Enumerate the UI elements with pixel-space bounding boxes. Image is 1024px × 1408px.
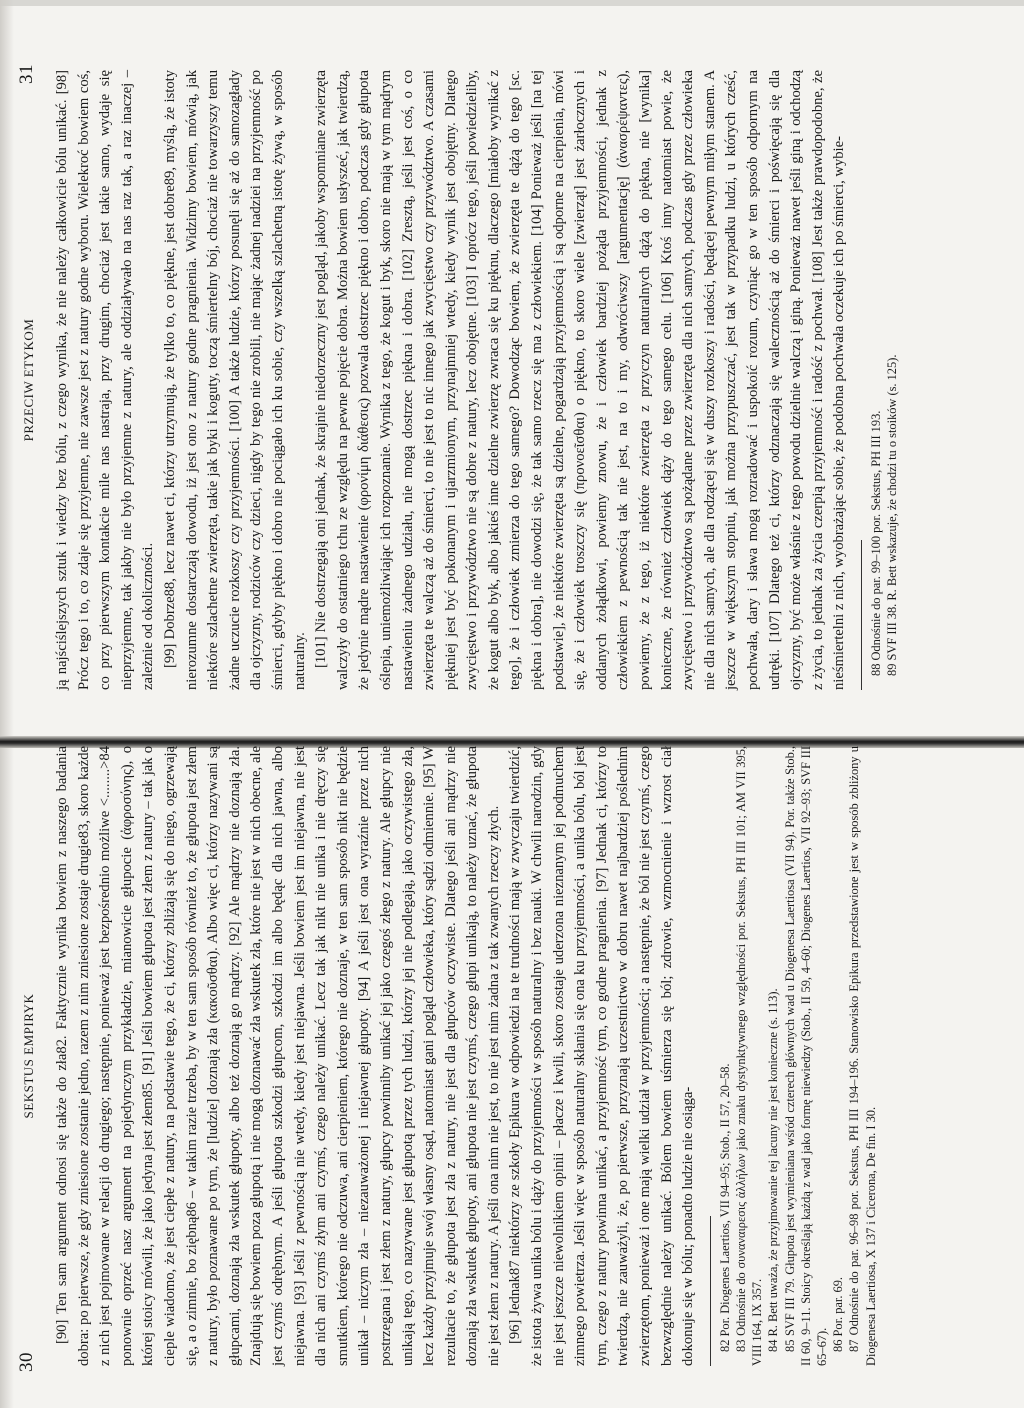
footnotes <box>717 746 879 1366</box>
footnote: 82 Por. Diogenes Laertios, VII 94–95; Stob., II 57, 20–58. <box>717 1063 732 1352</box>
footnote: 86 Por. par. 69. <box>831 1276 846 1352</box>
paragraph: [99] Dobrze88, lecz nawet ci, którzy utrzymują, że tylko to, co piękne, jest dobre89, myślą, że istoty nierozumne dostarczają dowodu, iż jest ono z natury godne pragnienia. Widzimy bowiem, mówią, jak niektóre szlachetne zwierzęta, takie jak byki i koguty, toczą śmiertelny bój, chociaż nie towarzyszy temu żadne uczucie rozkoszy czy przyjemności. [100] A także ludzie, którzy posunęli się aż do samozagłady dla ojczyzny, rodziców czy dzieci, nigdy by tego nie zrobili, nie mając żadnej nadziei na przyjemność po śmierci, gdyby piękno i dobro nie pociągało ich ku sobie, czy wszelką szlachetną istotę żywą, w sposób naturalny. <box>161 70 308 690</box>
body-text <box>52 70 851 690</box>
footnotes <box>868 70 900 690</box>
paragraph: [90] Ten sam argument odnosi się także do zła82. Faktycznie wynika bowiem z naszego badania dobra: po pierwsze, że gdy zniesione zostanie jedno, razem z nim zniesione zostaje drugie83, skoro każde z nich jest pojmowane w relacji do drugiego; następnie, ponieważ jest bezpośrednio możliwe <........>84 ponownie oprzeć nasz argument na pojedynczym przykładzie, mianowicie głupocie (ἀφροσύνης), o której stoicy mówili, że jako jedyna jest złem85. [91] Jeśli bowiem głupota jest złem z natury – tak jak o cieple wiadomo, że jest ciepłe z natury, na podstawie tego, że ci, którzy zbliżają się do niego, ogrzewają się, a o zimnie, bo ziębną86 – w takim razie trzeba, by w ten sam sposób również to, że głupota jest złem z natury, było poznawane po tym, że [ludzie] doznają zła (κακοῦσθαι). Albo więc ci, którzy nazywani są głupcami, doznają zła wskutek głupoty, albo też doznają go mądrzy. [92] Ale mądrzy nie doznają zła. Znajdują się bowiem poza głupotą i nie mogą doznawać zła wskutek zła, które nie jest w nich obecne, ale jest czymś odrębnym. A jeśli głupota szkodzi głupcom, szkodzi im albo będąc dla nich jawna, albo niejawna. [93] Jeśli z pewnością nie wtedy, kiedy jest niejawna. Jeśli bowiem jest im niejawna, nie jest dla nich ani czymś złym ani czymś, czego należy unikać. Lecz tak jak nikt nie unika i nie dręczy się smutkiem, którego nie odczuwa, ani cierpieniem, którego nie doznaje, w ten sam sposób nikt nie będzie unikał – niczym zła – niezauważonej i niejawnej głupoty. [94] A jeśli jest ona wyraźnie przez nich postrzegana i jest złem z natury, głupcy powinniby unikać jej jako czegoś złego z natury. Ale głupcy nie unikają tego, co nazywane jest głupotą przez tych ludzi, którzy jej nie podlegają, jako oczywistego zła, lecz każdy przyjmuje swój własny osąd, natomiast gani pogląd człowieka, który sądzi odmiennie. [95] W rezultacie to, że głupota jest zła z natury, nie jest dla głupców oczywiste. Dlatego jeśli ani mądrzy nie doznają zła wskutek głupoty, ani głupota nie jest czymś, czego głupi unikają, to należy uznać, że głupota nie jest złem z natury. A jeśli ona nim nie jest, to nie jest nim żadna z tak zwanych rzeczy złych. <box>54 746 502 1366</box>
scan-edge <box>0 0 1024 6</box>
footnote: 88 Odnośnie do par. 99–100 por. Sekstus, PH III 193. <box>868 410 883 676</box>
footnote-rule <box>710 1216 711 1366</box>
page-30 <box>12 716 1012 1396</box>
footnote: 83 Odnośnie do συναναιρεσις ἀλλήλων jako znaku dystynktywnego względności por. Sekstus, PH III 101; AM VII 395, VIII 164, IX 357. <box>734 746 765 1366</box>
footnote: 89 SVF III 38. R. Bett wskazuje, że chodzi tu o stoików (s. 125). <box>885 354 900 676</box>
footnote: 84 R. Bett uważa, że przyjmowanie tej lacuny nie jest konieczne (s. 113). <box>766 988 781 1352</box>
page-31 <box>12 40 1012 720</box>
paragraph: ją najściślejszych sztuk i wiedzy bez bólu, z czego wynika, że nie należy całkowicie bólu unikać. [98] Prócz tego i to, co zdaje się przyjemne, nie zawsze jest z natury godne wyboru. Wielekroć bowiem coś, co przy pierwszym kontakcie mile nas nastraja, przy drugim, chociaż jest takie samo, wydaje się nieprzyjemne, tak jakby nie było przyjemne z natury, ale oddziaływało na nas raz tak, a raz inaczej – zależnie od okoliczności. <box>54 70 157 690</box>
running-head <box>12 716 46 1396</box>
page-number: 31 <box>16 64 37 84</box>
paragraph: [101] Nie dostrzegają oni jednak, że skrajnie niedorzeczny jest pogląd, jakoby wspomniane zwierzęta walczyły do ostatniego tchu ze względu na pewne pojęcie dobra. Można bowiem usłyszeć, jak twierdzą, że jedynie mądre nastawienie (φρονίμη διάθεσις) pozwala dostrzec piękno i dobro, podczas gdy głupota oślepia, uniemożliwiając ich rozpoznanie. Wynika z tego, że kogut i byk, skoro nie mają w tym mądrym nastawieniu żadnego udziału, nie mogą dostrzec piękna i dobra. [102] Zresztą, jeśli jest coś, o co zwierzęta te walczą aż do śmierci, to nie jest to nic innego jak zwycięstwo czy przywództwo. A czasami piękniej jest być pokonanym i ujarzmionym, przynajmniej wtedy, kiedy wynik jest obojętny. Dlatego zwycięstwo i przywództwo nie są dobre z natury, lecz obojętne. [103] I oprócz tego, jeśli powiedzieliby, że kogut albo byk, albo jakieś inne dzielne zwierzę zwraca się ku pięknu, dlaczego [miałoby wynikać z tego], że i człowiek zmierza do tego samego? Dowodząc bowiem, że zwierzęta te dążą do tego [sc. piękna i dobra], nie dowodzi się, że tak samo rzecz się ma z człowiekiem. [104] Ponieważ jeśli [na tej podstawie], że niektóre zwierzęta są dzielne, pogardzają przyjemnością i są odporne na cierpienia, mówi się, że i człowiek troszczy się (προνοεῖσθαι) o piękno, to skoro wiele [zwierząt] jest żarłocznych i oddanych żołądkowi, powiemy znowu, że i człowiek bardziej pożąda przyjemności, jednak z człowiekiem z pewnością tak nie jest, na to i my, odwróciwszy [argumentację] (ἀνασρέψαντες), powiemy, że z tego, iż niektóre zwierzęta z przyczyn naturalnych dążą do piękna, nie [wynika] konieczne, że również człowiek dąży do tego samego celu. [106] Ktoś inny natomiast powie, że zwycięstwo i przywództwo są pożądane przez zwierzęta dla nich samych, podczas gdy przez człowieka nie dla nich samych, ale dla rodzącej się w duszy rozkoszy i radości, będącej pewnym miłym stanem. A jeszcze w większym stopniu, jak można przypuszczać, jest tak w przypadku ludzi, u których cześć, pochwała, dary i sława mogą rozradować i uspokoić rozum, czyniąc go w ten sposób odpornym na udręki. [107] Dlatego też ci, którzy odznaczają się walecznością aż do śmierci i poświęcają się dla ojczyzny, być może właśnie z tego powodu dzielnie walczą i giną. Ponieważ nawet jeśli giną i odchodzą z życia, to jednak za życia czerpią przyjemność i radość z pochwał. [108] Jest także prawdopodobne, że nieśmiertelni z nich, wyobrażając sobie, że podobna pochwała oczekuje ich po śmierci, wybie- <box>313 70 848 690</box>
page-number: 30 <box>16 1352 37 1372</box>
footnote: 87 Odnośnie do par. 96–98 por. Sekstus, PH III 194–196. Stanowisko Epikura przedstawione jest w sposób zbliżony u Diogenesa Laertiosa, X 137 i Cicerona, De fin. I 30. <box>847 746 878 1366</box>
footnote-rule <box>861 540 862 690</box>
running-head-title: SEKSTUS EMPIRYK <box>21 993 36 1119</box>
footnote: 85 SVF III 79. Głupota jest wymieniana wśród czterech głównych wad u Diogenesa Laertiosa (VII 94). Por. także Stob., II 60, 9–11. Stoicy określają każdą z wad jako formę niewiedzy (Stob., II 59, 4–60; Diogenes Laertios, VII 92–93; SVF III 65–67). <box>782 746 830 1366</box>
body-text <box>52 746 700 1366</box>
running-head <box>12 40 46 720</box>
running-head-title: PRZECIW ETYKOM <box>21 318 36 442</box>
paragraph: [96] Jednak87 niektórzy ze szkoły Epikura w odpowiedzi na te trudności mają w zwyczaju twierdzić, że istota żywa unika bólu i dąży do przyjemności w sposób naturalny i bez nauki. W chwili narodzin, gdy nie jest jeszcze niewolnikiem opinii – płacze i kwili, skoro zostaje uderzona nieznanym jej podmuchem zimnego powietrza. Jeśli więc w sposób naturalny skłania się ona ku przyjemności, a unika bólu, ból jest tym, czego z natury powinna unikać, a przyjemność tym, co godne pragnienia. [97] Jednak ci, którzy to twierdzą, nie zauważyli, że, po pierwsze, przyznają uczestnictwo w dobru nawet najbardziej poślednim zwierzętom, ponieważ i one mają wielki udział w przyjemności; a następnie, że ból nie jest czymś, czego bezwzględnie należy unikać. Bólem bowiem uśmierza się ból; zdrowie, wzmocnienie i wzrost ciał dokonuje się w bólu; ponadto ludzie nie osiąga- <box>507 746 697 1366</box>
